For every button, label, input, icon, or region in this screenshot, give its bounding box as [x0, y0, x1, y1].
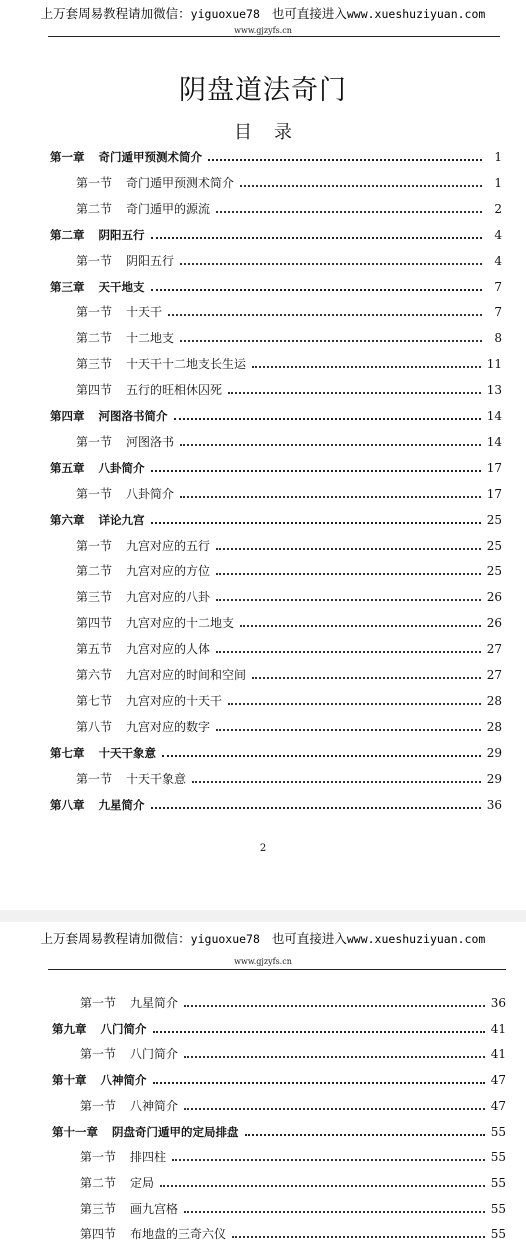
toc-entry-title: 八门简介 — [100, 1021, 147, 1036]
toc-entry-page: 11 — [486, 357, 502, 372]
toc-entry-page: 55 — [490, 1124, 506, 1139]
toc-entry-label: 第九章 — [52, 1021, 87, 1036]
toc-entry-page: 27 — [486, 642, 502, 657]
toc-entry-page: 55 — [490, 1175, 506, 1190]
toc-entry-title: 奇门遁甲的源流 — [126, 201, 211, 216]
toc-entry-page: 36 — [490, 996, 506, 1010]
toc-leader-dots — [208, 159, 482, 161]
toc-chapter-entry — [50, 798, 502, 812]
toc-entry-title: 八门简介 — [130, 1047, 179, 1062]
toc-leader-dots — [216, 651, 481, 653]
toc-chapter-entry — [52, 1073, 506, 1087]
toc-entry-label: 第一章 — [50, 150, 85, 164]
toc-entry-page: 1 — [494, 150, 502, 164]
toc-entry-label: 第一节 — [80, 1098, 117, 1113]
toc-entry-page: 26 — [486, 616, 502, 631]
toc-leader-dots — [216, 548, 481, 550]
toc-entry-label: 第七章 — [50, 745, 85, 760]
toc-leader-dots — [184, 1005, 485, 1007]
promo-banner — [0, 4, 526, 22]
toc-entry-page: 4 — [494, 253, 502, 268]
toc-entry-title: 十天干 — [126, 305, 163, 320]
toc-chapter-entry — [50, 228, 502, 242]
toc-entry-label: 第二节 — [76, 564, 113, 579]
toc-entry-page: 17 — [486, 460, 502, 475]
toc-section-entry — [76, 357, 502, 371]
toc-entry-title: 九宫对应的十天干 — [126, 693, 223, 708]
banner-middle: 也可直接进入 — [271, 6, 347, 21]
toc-heading: 目录 — [234, 122, 314, 143]
toc-entry-page: 1 — [494, 175, 502, 190]
toc-entry-label: 第四节 — [76, 616, 113, 631]
toc-section-entry — [80, 1047, 506, 1061]
toc-entry-title: 十二地支 — [126, 331, 175, 346]
toc-entry-title: 阴阳五行 — [98, 227, 145, 242]
toc-entry-page: 29 — [486, 745, 502, 760]
toc-entry-page: 55 — [490, 1201, 506, 1216]
toc-entry-label: 第一节 — [76, 434, 113, 449]
toc-section-entry — [80, 1099, 506, 1113]
toc-section-entry — [76, 305, 502, 319]
toc-entry-page: 8 — [494, 331, 502, 346]
toc-chapter-entry — [52, 1125, 506, 1139]
toc-entry-label: 第一节 — [80, 996, 117, 1010]
toc-entry-title: 九宫对应的五行 — [126, 538, 211, 553]
toc-leader-dots — [228, 703, 481, 705]
toc-entry-label: 第六章 — [50, 512, 85, 527]
toc-entry-title: 十天干象意 — [98, 745, 156, 760]
toc-leader-dots — [252, 677, 481, 679]
toc-chapter-entry — [50, 150, 502, 164]
toc-section-entry — [76, 383, 502, 397]
toc-entry-label: 第二章 — [50, 227, 85, 242]
toc-entry-title: 九宫对应的数字 — [126, 719, 211, 734]
toc-entry-title: 奇门遁甲预测术简介 — [98, 150, 202, 164]
toc-entry-title: 阴盘奇门遁甲的定局排盘 — [112, 1124, 239, 1139]
toc-entry-page: 25 — [486, 538, 502, 553]
toc-entry-page: 14 — [486, 434, 502, 449]
page-number: 2 — [259, 843, 267, 854]
toc-entry-label: 第三章 — [50, 279, 85, 294]
toc-leader-dots — [245, 1134, 485, 1136]
promo-banner — [0, 929, 526, 947]
toc-entry-page: 2 — [494, 201, 502, 216]
toc-entry-label: 第一节 — [76, 253, 113, 268]
toc-entry-title: 五行的旺相休囚死 — [126, 383, 223, 398]
toc-leader-dots — [192, 781, 481, 783]
toc-section-entry — [76, 435, 502, 449]
toc-entry-label: 第一节 — [76, 486, 113, 501]
toc-entry-label: 第四节 — [80, 1227, 117, 1242]
toc-entry-label: 第二节 — [80, 1175, 117, 1190]
toc-entry-page: 7 — [494, 279, 502, 294]
toc-section-entry — [76, 590, 502, 604]
toc-entry-title: 河图洛书简介 — [98, 409, 168, 423]
toc-section-entry — [80, 1176, 506, 1190]
toc-entry-title: 九宫对应的方位 — [126, 564, 211, 579]
toc-entry-title: 九宫对应的八卦 — [126, 590, 211, 605]
toc-leader-dots — [153, 1082, 485, 1084]
toc-leader-dots — [184, 1056, 485, 1058]
toc-leader-dots — [151, 470, 481, 472]
toc-entry-label: 第一节 — [80, 1047, 117, 1062]
toc-entry-title: 十天干十二地支长生运 — [126, 357, 247, 372]
toc-leader-dots — [252, 366, 481, 368]
toc-chapter-entry — [50, 280, 502, 294]
banner-prefix: 上万套周易教程请加微信： — [40, 931, 191, 946]
toc-section-entry — [80, 1150, 506, 1164]
site-url: www.gjzyfs.cn — [234, 957, 292, 966]
toc-entry-title: 九宫对应的人体 — [126, 642, 211, 657]
toc-section-entry — [76, 487, 502, 501]
toc-leader-dots — [151, 807, 481, 809]
toc-section-entry — [76, 539, 502, 553]
toc-entry-page: 29 — [486, 771, 502, 786]
toc-section-entry — [80, 1202, 506, 1216]
toc-entry-label: 第五章 — [50, 460, 85, 475]
toc-entry-label: 第十一章 — [52, 1124, 98, 1139]
toc-entry-page: 25 — [486, 512, 502, 527]
toc-entry-label: 第一节 — [76, 175, 113, 190]
toc-entry-label: 第五节 — [76, 642, 113, 657]
toc-leader-dots — [172, 1159, 485, 1161]
toc-entry-page: 28 — [486, 693, 502, 708]
toc-entry-label: 第一节 — [76, 771, 113, 786]
banner-wechat-id: yiguoxue78 — [190, 932, 260, 946]
toc-entry-title: 天干地支 — [98, 279, 145, 294]
toc-entry-label: 第六节 — [76, 668, 113, 682]
toc-leader-dots — [240, 185, 482, 187]
toc-chapter-entry — [50, 409, 502, 423]
toc-leader-dots — [216, 599, 481, 601]
toc-leader-dots — [184, 1211, 485, 1213]
toc-entry-page: 26 — [486, 590, 502, 605]
toc-leader-dots — [180, 496, 481, 498]
toc-section-entry — [76, 642, 502, 656]
toc-section-entry — [76, 772, 502, 786]
toc-entry-page: 41 — [490, 1047, 506, 1062]
toc-entry-label: 第二节 — [76, 201, 113, 216]
toc-entry-title: 九宫对应的十二地支 — [126, 616, 235, 631]
toc-leader-dots — [232, 1236, 485, 1238]
toc-chapter-entry — [50, 461, 502, 475]
toc-entry-title: 阴阳五行 — [126, 253, 175, 268]
toc-entry-page: 41 — [490, 1021, 506, 1036]
toc-entry-title: 十天干象意 — [126, 771, 187, 786]
toc-section-entry — [76, 202, 502, 216]
toc-entry-title: 详论九宫 — [98, 512, 145, 527]
toc-entry-title: 八卦简介 — [98, 460, 145, 475]
banner-prefix: 上万套周易教程请加微信： — [40, 6, 191, 21]
toc-entry-title: 九宫对应的时间和空间 — [126, 668, 247, 682]
toc-entry-page: 7 — [494, 305, 502, 320]
toc-leader-dots — [216, 729, 481, 731]
banner-url: www.xueshuziyuan.com — [346, 7, 486, 21]
toc-entry-page: 27 — [486, 668, 502, 682]
toc-entry-label: 第三节 — [76, 590, 113, 605]
toc-leader-dots — [174, 418, 481, 420]
toc-section-entry — [76, 331, 502, 345]
toc-entry-title: 八神简介 — [100, 1073, 147, 1088]
toc-leader-dots — [162, 755, 481, 757]
toc-leader-dots — [153, 1031, 485, 1033]
toc-entry-label: 第四节 — [76, 383, 113, 398]
toc-entry-label: 第一节 — [76, 305, 113, 320]
toc-section-entry — [76, 564, 502, 578]
toc-section-entry — [76, 694, 502, 708]
toc-entry-title: 九星简介 — [98, 797, 145, 812]
toc-entry-page: 4 — [494, 227, 502, 242]
toc-section-entry — [76, 176, 502, 190]
toc-entry-page: 14 — [486, 409, 502, 423]
toc-leader-dots — [180, 444, 481, 446]
toc-entry-title: 定局 — [130, 1175, 155, 1190]
banner-url: www.xueshuziyuan.com — [346, 932, 486, 946]
toc-section-entry — [76, 720, 502, 734]
toc-leader-dots — [168, 314, 482, 316]
toc-leader-dots — [160, 1185, 485, 1187]
document-title: 阴盘道法奇门 — [179, 75, 347, 106]
toc-entry-page: 55 — [490, 1227, 506, 1242]
toc-entry-page: 13 — [486, 383, 502, 398]
toc-leader-dots — [180, 263, 482, 265]
toc-leader-dots — [151, 289, 483, 291]
toc-entry-page: 28 — [486, 719, 502, 734]
toc-entry-page: 25 — [486, 564, 502, 579]
header-rule — [48, 969, 506, 970]
toc-entry-label: 第八节 — [76, 719, 113, 734]
toc-entry-label: 第一节 — [80, 1150, 117, 1165]
banner-middle: 也可直接进入 — [271, 931, 347, 946]
site-url: www.gjzyfs.cn — [234, 26, 292, 35]
toc-entry-title: 排四柱 — [130, 1150, 167, 1165]
toc-entry-title: 画九宫格 — [130, 1201, 179, 1216]
toc-entry-title: 河图洛书 — [126, 434, 175, 449]
toc-leader-dots — [151, 522, 481, 524]
toc-leader-dots — [180, 340, 482, 342]
toc-leader-dots — [216, 211, 482, 213]
toc-leader-dots — [228, 392, 481, 394]
banner-wechat-id: yiguoxue78 — [190, 7, 260, 21]
toc-entry-label: 第十章 — [52, 1073, 87, 1088]
toc-leader-dots — [240, 625, 481, 627]
toc-entry-title: 八神简介 — [130, 1098, 179, 1113]
toc-leader-dots — [151, 237, 483, 239]
toc-entry-title: 九星简介 — [130, 996, 179, 1010]
toc-leader-dots — [184, 1108, 485, 1110]
document-page-2 — [0, 922, 526, 1250]
toc-entry-label: 第一节 — [76, 538, 113, 553]
toc-entry-label: 第三节 — [76, 357, 113, 372]
toc-chapter-entry — [52, 1022, 506, 1036]
toc-chapter-entry — [50, 513, 502, 527]
toc-entry-label: 第七节 — [76, 693, 113, 708]
toc-entry-label: 第四章 — [50, 409, 85, 423]
toc-section-entry — [76, 254, 502, 268]
toc-chapter-entry — [50, 746, 502, 760]
toc-entry-page: 55 — [490, 1150, 506, 1165]
toc-section-entry — [76, 616, 502, 630]
toc-entry-title: 布地盘的三奇六仪 — [130, 1227, 227, 1242]
toc-entry-title: 奇门遁甲预测术简介 — [126, 175, 235, 190]
toc-entry-page: 17 — [486, 486, 502, 501]
toc-entry-page: 36 — [486, 797, 502, 812]
toc-entry-page: 47 — [490, 1098, 506, 1113]
toc-entry-label: 第二节 — [76, 331, 113, 346]
toc-entry-page: 47 — [490, 1073, 506, 1088]
toc-entry-label: 第八章 — [50, 797, 85, 812]
toc-section-entry — [80, 996, 506, 1010]
toc-section-entry — [76, 668, 502, 682]
toc-entry-title: 八卦简介 — [126, 486, 175, 501]
toc-leader-dots — [216, 573, 481, 575]
toc-section-entry — [80, 1227, 506, 1241]
header-rule — [48, 36, 500, 37]
toc-entry-label: 第三节 — [80, 1201, 117, 1216]
